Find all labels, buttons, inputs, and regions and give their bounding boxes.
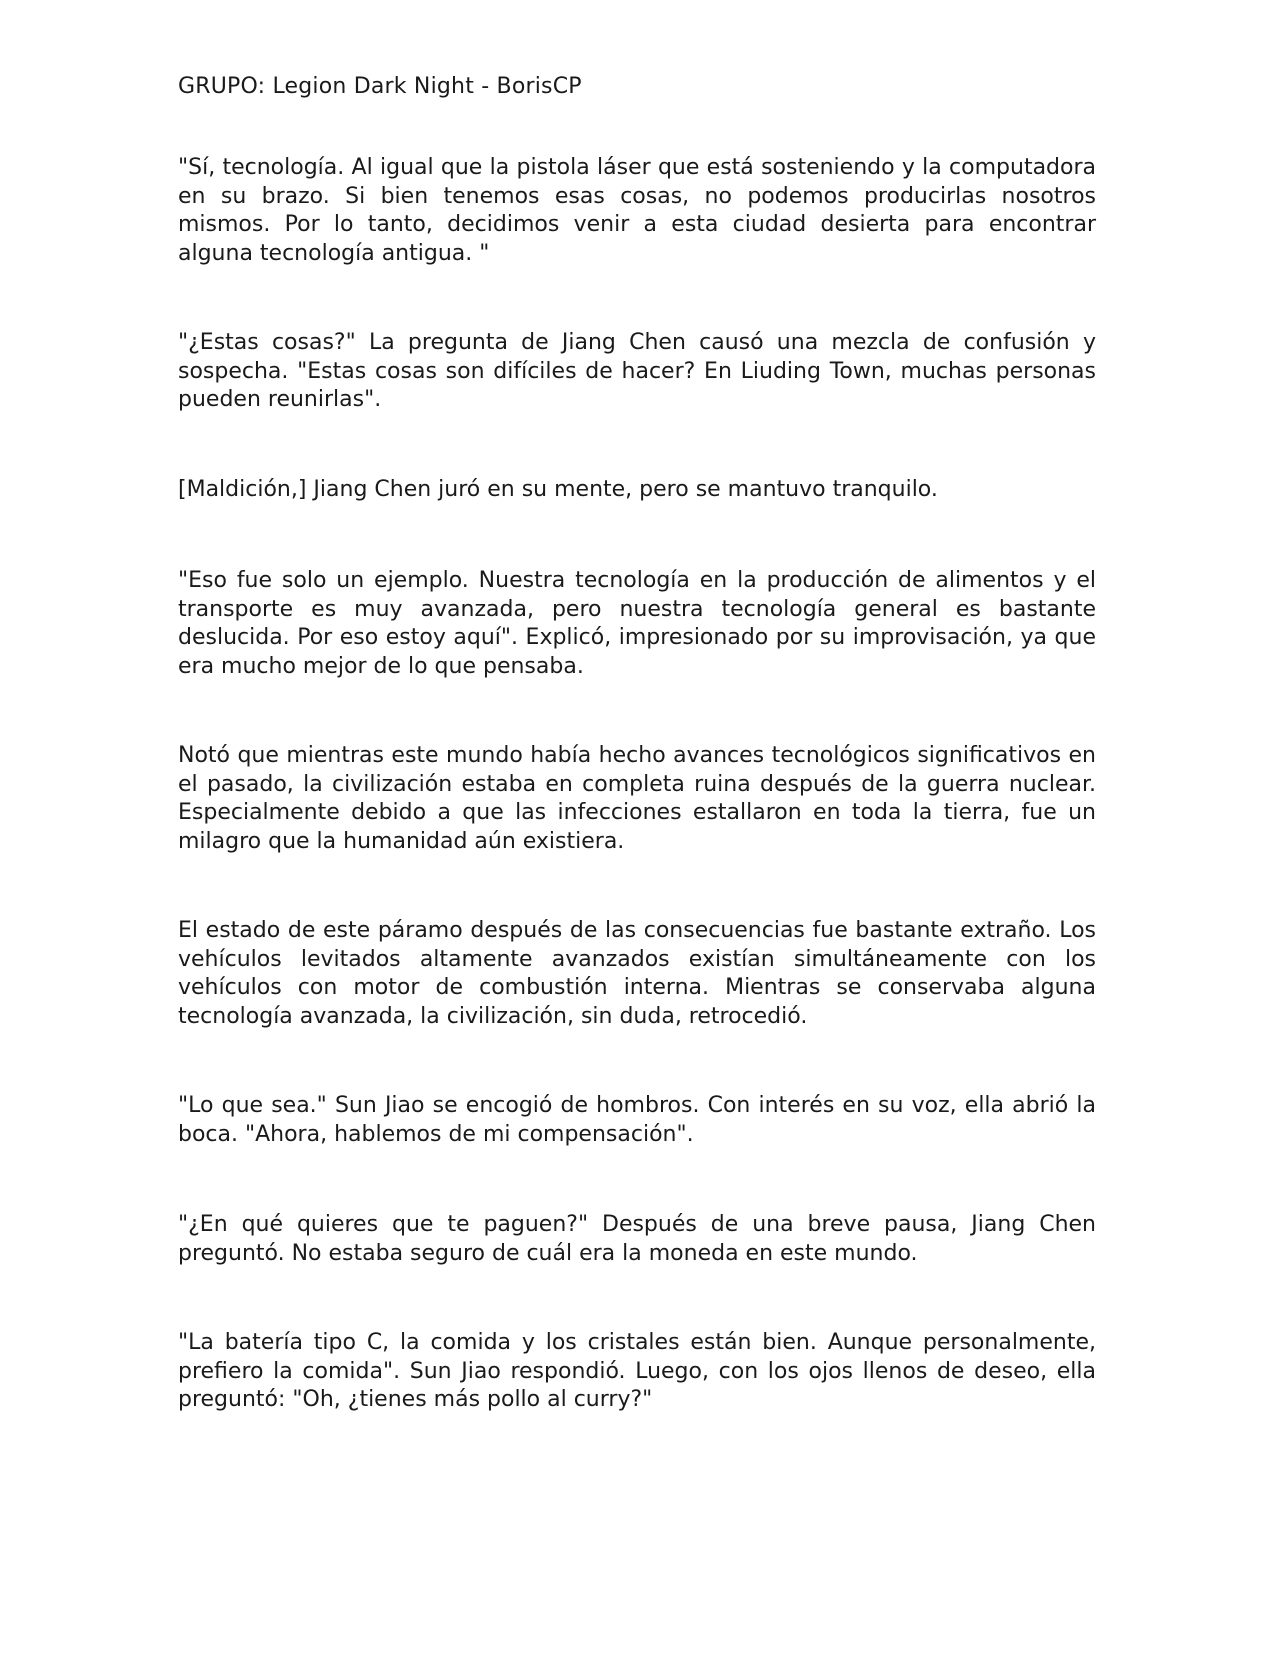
- paragraph: Notó que mientras este mundo había hecho avances tecnológicos significativos en el pasado, la civilización estaba en completa ruina después de la guerra nuclear. Especialmente debido a que las infecciones estallaron en toda la tierra, fue un milagro que la humanidad aún existiera.: [178, 743, 1096, 854]
- paragraph: "Sí, tecnología. Al igual que la pistola láser que está sosteniendo y la computadora en su brazo. Si bien tenemos esas cosas, no podemos producirlas nosotros mismos. Por lo tanto, decidimos venir a esta ciudad desierta para encontrar alguna tecnología antigua. ": [178, 155, 1096, 266]
- paragraph: El estado de este páramo después de las consecuencias fue bastante extraño. Los vehículos levitados altamente avanzados existían simultáneamente con los vehículos con motor de combustión interna. Mientras se conservaba alguna tecnología avanzada, la civilización, sin duda, retrocedió.: [178, 918, 1096, 1029]
- paragraph: "Lo que sea." Sun Jiao se encogió de hombros. Con interés en su voz, ella abrió la boca. "Ahora, hablemos de mi compensación".: [178, 1093, 1096, 1147]
- paragraph: "La batería tipo C, la comida y los cristales están bien. Aunque personalmente, prefiero la comida". Sun Jiao respondió. Luego, con los ojos llenos de deseo, ella preguntó: "Oh, ¿tienes más pollo al curry?": [178, 1330, 1096, 1412]
- paragraph: "Eso fue solo un ejemplo. Nuestra tecnología en la producción de alimentos y el transporte es muy avanzada, pero nuestra tecnología general es bastante deslucida. Por eso estoy aquí". Explicó, impresionado por su improvisación, ya que era mucho mejor de lo que pensaba.: [178, 568, 1096, 679]
- paragraph: "¿En qué quieres que te paguen?" Después de una breve pausa, Jiang Chen preguntó. No estaba seguro de cuál era la moneda en este mundo.: [178, 1212, 1096, 1266]
- paragraph: "¿Estas cosas?" La pregunta de Jiang Chen causó una mezcla de confusión y sospecha. "Estas cosas son difíciles de hacer? En Liuding Town, muchas personas pueden reunirlas".: [178, 330, 1096, 412]
- paragraph: [Maldición,] Jiang Chen juró en su mente, pero se mantuvo tranquilo.: [178, 477, 938, 502]
- group-credit-line: GRUPO: Legion Dark Night - BorisCP: [178, 74, 582, 99]
